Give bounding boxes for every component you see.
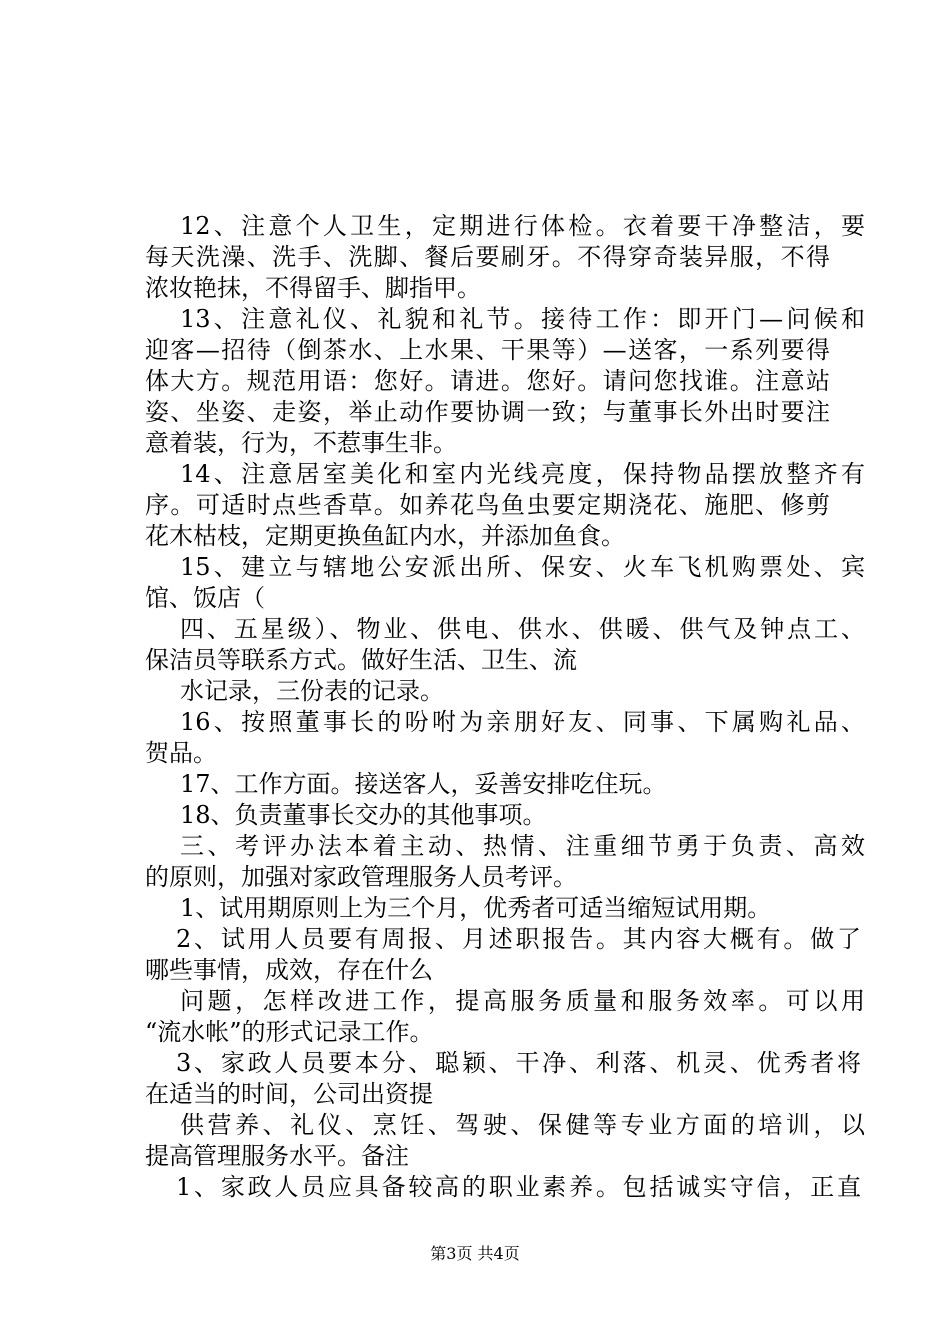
text-line: 贺品。 xyxy=(145,739,217,767)
text-line: 姿、坐姿、走姿，举止动作要协调一致；与董事长外出时要注 xyxy=(145,398,830,426)
text-line: 馆、饭店（ xyxy=(145,584,265,612)
text-line: 2、试用人员要有周报、月述职报告。其内容大概有。做了 xyxy=(176,925,861,953)
text-line: 问题，怎样改进工作，提高服务质量和服务效率。可以用 xyxy=(180,987,865,1015)
text-line: 迎客—招待（倒茶水、上水果、干果等）—送客，一系列要得 xyxy=(145,336,830,364)
text-line: 13、注意礼仪、礼貌和礼节。接待工作：即开门—问候和 xyxy=(180,305,865,333)
text-line: 保洁员等联系方式。做好生活、卫生、流 xyxy=(145,646,577,674)
text-line: 供营养、礼仪、烹饪、驾驶、保健等专业方面的培训，以 xyxy=(180,1111,865,1139)
text-line: 四、五星级）、物业、供电、供水、供暖、供气及钟点工、 xyxy=(180,615,865,643)
text-line: 水记录，三份表的记录。 xyxy=(180,677,444,705)
text-line: 16、按照董事长的吩咐为亲朋好友、同事、下属购礼品、 xyxy=(180,708,865,736)
text-line: 17、工作方面。接送客人，妥善安排吃住玩。 xyxy=(180,770,667,798)
text-line: 18、负责董事长交办的其他事项。 xyxy=(180,801,547,829)
text-line: 14、注意居室美化和室内光线亮度，保持物品摆放整齐有 xyxy=(180,460,865,488)
text-line: 在适当的时间，公司出资提 xyxy=(145,1080,433,1108)
text-line: 15、建立与辖地公安派出所、保安、火车飞机购票处、宾 xyxy=(180,553,865,581)
document-body xyxy=(0,211,950,1203)
text-line: 1、试用期原则上为三个月，优秀者可适当缩短试用期。 xyxy=(180,894,772,922)
text-line: 浓妆艳抹，不得留手、脚指甲。 xyxy=(145,274,481,302)
page-number-label: 第3页 共4页 xyxy=(430,1244,520,1263)
text-line: 体大方。规范用语：您好。请进。您好。请问您找谁。注意站 xyxy=(145,367,830,395)
text-line: 的原则，加强对家政管理服务人员考评。 xyxy=(145,863,577,891)
text-line: 每天洗澡、洗手、洗脚、餐后要刷牙。不得穿奇装异服，不得 xyxy=(145,243,830,271)
text-line: “流水帐”的形式记录工作。 xyxy=(145,1018,434,1046)
text-line: 三、考评办法本着主动、热情、注重细节勇于负责、高效 xyxy=(180,832,865,860)
text-line: 哪些事情，成效，存在什么 xyxy=(145,956,433,984)
page-footer xyxy=(0,1243,950,1265)
text-line: 3、家政人员要本分、聪颖、干净、利落、机灵、优秀者将 xyxy=(176,1049,861,1077)
text-line: 提高管理服务水平。备注 xyxy=(145,1142,409,1170)
text-line: 序。可适时点些香草。如养花鸟鱼虫要定期浇花、施肥、修剪 xyxy=(145,491,830,519)
text-line: 12、注意个人卫生，定期进行体检。衣着要干净整洁，要 xyxy=(180,212,865,240)
text-line: 1、家政人员应具备较高的职业素养。包括诚实守信，正直 xyxy=(176,1173,861,1201)
text-line: 意着装，行为，不惹事生非。 xyxy=(145,429,457,457)
text-line: 花木枯枝，定期更换鱼缸内水，并添加鱼食。 xyxy=(145,522,625,550)
